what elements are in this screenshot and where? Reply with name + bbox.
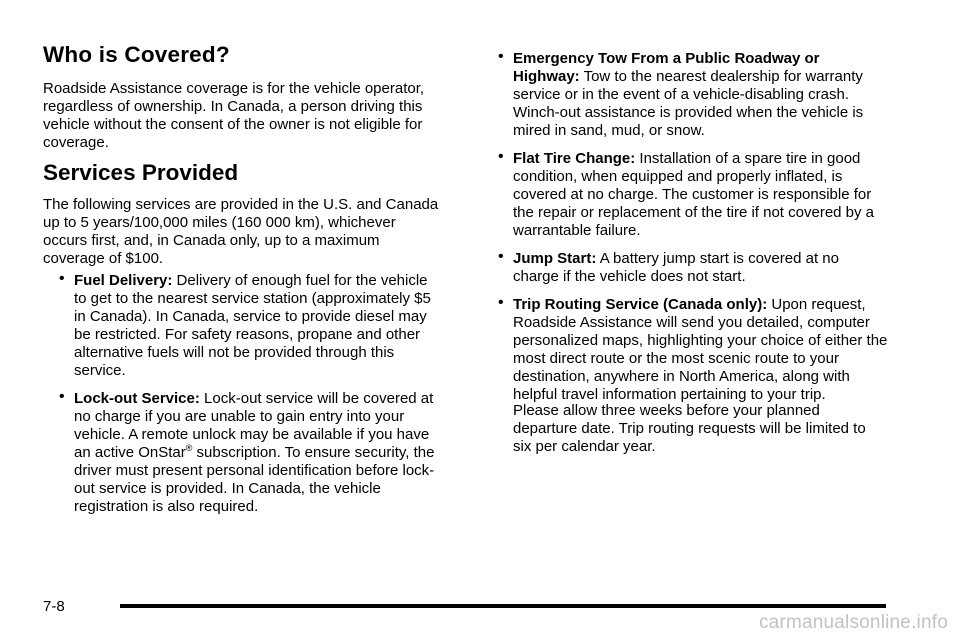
- trip-routing-note: Please allow three weeks before your planned departure date. Trip routing requests will be limited to six per calendar year.: [513, 402, 866, 455]
- page-number: 7-8: [43, 598, 65, 615]
- item-lead: Jump Start:: [513, 250, 597, 267]
- heading-who-is-covered: Who is Covered?: [43, 42, 230, 67]
- bullet-icon: •: [59, 388, 65, 405]
- paragraph-covered: Roadside Assistance coverage is for the vehicle operator, regardless of ownership. In Canada, a person driving this vehicle without the consent of the owner is not eligible for coverage.: [43, 80, 425, 151]
- footer-divider: [120, 604, 886, 608]
- list-item-emergency-tow: [498, 48, 888, 140]
- bullet-icon: •: [498, 294, 504, 311]
- bullet-icon: •: [498, 148, 504, 165]
- list-item-lockout-service: [59, 388, 444, 516]
- item-lead: Fuel Delivery:: [74, 272, 173, 289]
- item-lead: Lock-out Service:: [74, 390, 200, 407]
- item-text-cont: subscription. To ensure security, the driver must present personal identification before lock-out service is provided. In Canada, the vehicle registration is also required.: [74, 444, 435, 515]
- list-item-trip-routing: [498, 294, 888, 404]
- list-item-jump-start: [498, 248, 888, 286]
- item-text: Installation of a spare tire in good condition, when equipped and properly inflated, is covered at no charge. The customer is responsible for the repair or replacement of the tire if not covered by a warrantable failure.: [513, 150, 875, 239]
- list-item-flat-tire: [498, 148, 888, 240]
- heading-services-provided: Services Provided: [43, 160, 239, 185]
- item-text: Delivery of enough fuel for the vehicle to get to the nearest service station (approximately $5 in Canada). In Canada, service to provide diesel may be restricted. For safety reasons, propane and other alternative fuels will not be provided through this service.: [74, 272, 431, 379]
- item-text: A battery jump start is covered at no charge if the vehicle does not start.: [513, 250, 839, 285]
- item-text: Lock-out service will be covered at no charge if you are unable to gain entry into your vehicle. A remote unlock may be available if you have an active OnStar: [74, 390, 434, 461]
- bullet-icon: •: [59, 270, 65, 287]
- registered-mark: ®: [185, 443, 193, 453]
- item-text: Tow to the nearest dealership for warranty service or in the event of a vehicle-disabling crash. Winch-out assistance is provided when the vehicle is mired in sand, mud, or snow.: [513, 68, 864, 139]
- services-list-left: [59, 270, 444, 526]
- paragraph-services: The following services are provided in the U.S. and Canada up to 5 years/100,000 miles (160 000 km), whichever occurs first, and, in Canada only, up to a maximum coverage of $100.: [43, 196, 439, 267]
- watermark: carmanualsonline.info: [758, 612, 948, 633]
- item-lead: Trip Routing Service (Canada only):: [513, 296, 768, 313]
- item-lead: Flat Tire Change:: [513, 150, 636, 167]
- item-lead: Emergency Tow From a Public Roadway or Highway:: [513, 50, 820, 85]
- item-text: Upon request, Roadside Assistance will send you detailed, computer personalized maps, highlighting your choice of either the most direct route or the most scenic route to your destination, anywhere in North America, along with helpful travel information pertaining to your trip.: [513, 296, 888, 403]
- list-item-fuel-delivery: [59, 270, 444, 380]
- bullet-icon: •: [498, 248, 504, 265]
- bullet-icon: •: [498, 48, 504, 65]
- services-list-right: [498, 48, 888, 414]
